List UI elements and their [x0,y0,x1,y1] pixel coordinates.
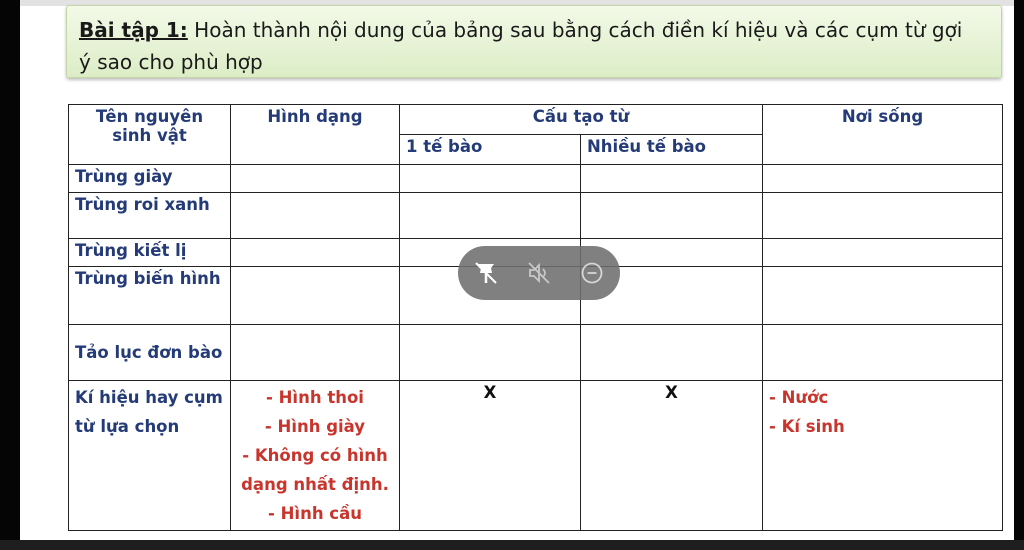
header-one-cell: 1 tế bào [400,135,581,165]
header-structure: Cấu tạo từ [400,105,763,135]
cell[interactable] [231,325,400,381]
exercise-label: Bài tập 1: [79,18,188,42]
exercise-instruction: Hoàn thành nội dung của bảng sau bằng cách điền kí hiệu và các cụm từ gợi ý sao cho phù hợp [79,18,963,74]
bottom-strip [0,540,1024,550]
option-item: - Không có hình dạng nhất định. [241,446,389,494]
table-row [69,325,1003,381]
organism-table [68,104,1003,531]
table-row [69,165,1003,193]
cell[interactable] [400,325,581,381]
pin-icon[interactable] [472,259,500,287]
minus-circle-icon[interactable] [578,259,606,287]
cell[interactable] [763,239,1003,267]
cell[interactable] [763,193,1003,239]
header-name: Tên nguyên sinh vật [69,105,231,165]
row-label: Trùng kiết lị [69,239,231,267]
options-label: Kí hiệu hay cụm từ lựa chọn [69,381,231,531]
cell[interactable] [763,165,1003,193]
option-item: - Kí sinh [769,417,845,436]
option-item: - Nước [769,388,829,407]
cell[interactable] [581,193,763,239]
option-item: - Hình thoi [266,388,364,407]
habitat-options [763,381,1003,531]
header-multi-cell: Nhiều tế bào [581,135,763,165]
shape-options [231,381,400,531]
cell[interactable] [231,165,400,193]
row-label: Tảo lục đơn bào [69,325,231,381]
row-label: Trùng biến hình [69,267,231,325]
video-controls-overlay [458,246,620,300]
cell[interactable] [231,239,400,267]
header-habitat: Nơi sống [763,105,1003,165]
one-cell-mark: X [400,381,581,531]
header-shape: Hình dạng [231,105,400,165]
cell[interactable] [400,193,581,239]
cell[interactable] [231,267,400,325]
cell[interactable] [763,267,1003,325]
cell[interactable] [400,165,581,193]
cell[interactable] [763,325,1003,381]
mute-icon[interactable] [525,259,553,287]
option-item: - Hình cầu [268,504,362,523]
cell[interactable] [581,165,763,193]
multi-cell-mark: X [581,381,763,531]
exercise-heading [66,5,1002,78]
header-row [69,105,1003,135]
row-label: Trùng giày [69,165,231,193]
options-row [69,381,1003,531]
cell[interactable] [581,325,763,381]
option-item: - Hình giày [264,417,366,436]
table-row [69,193,1003,239]
cell[interactable] [231,193,400,239]
row-label: Trùng roi xanh [69,193,231,239]
